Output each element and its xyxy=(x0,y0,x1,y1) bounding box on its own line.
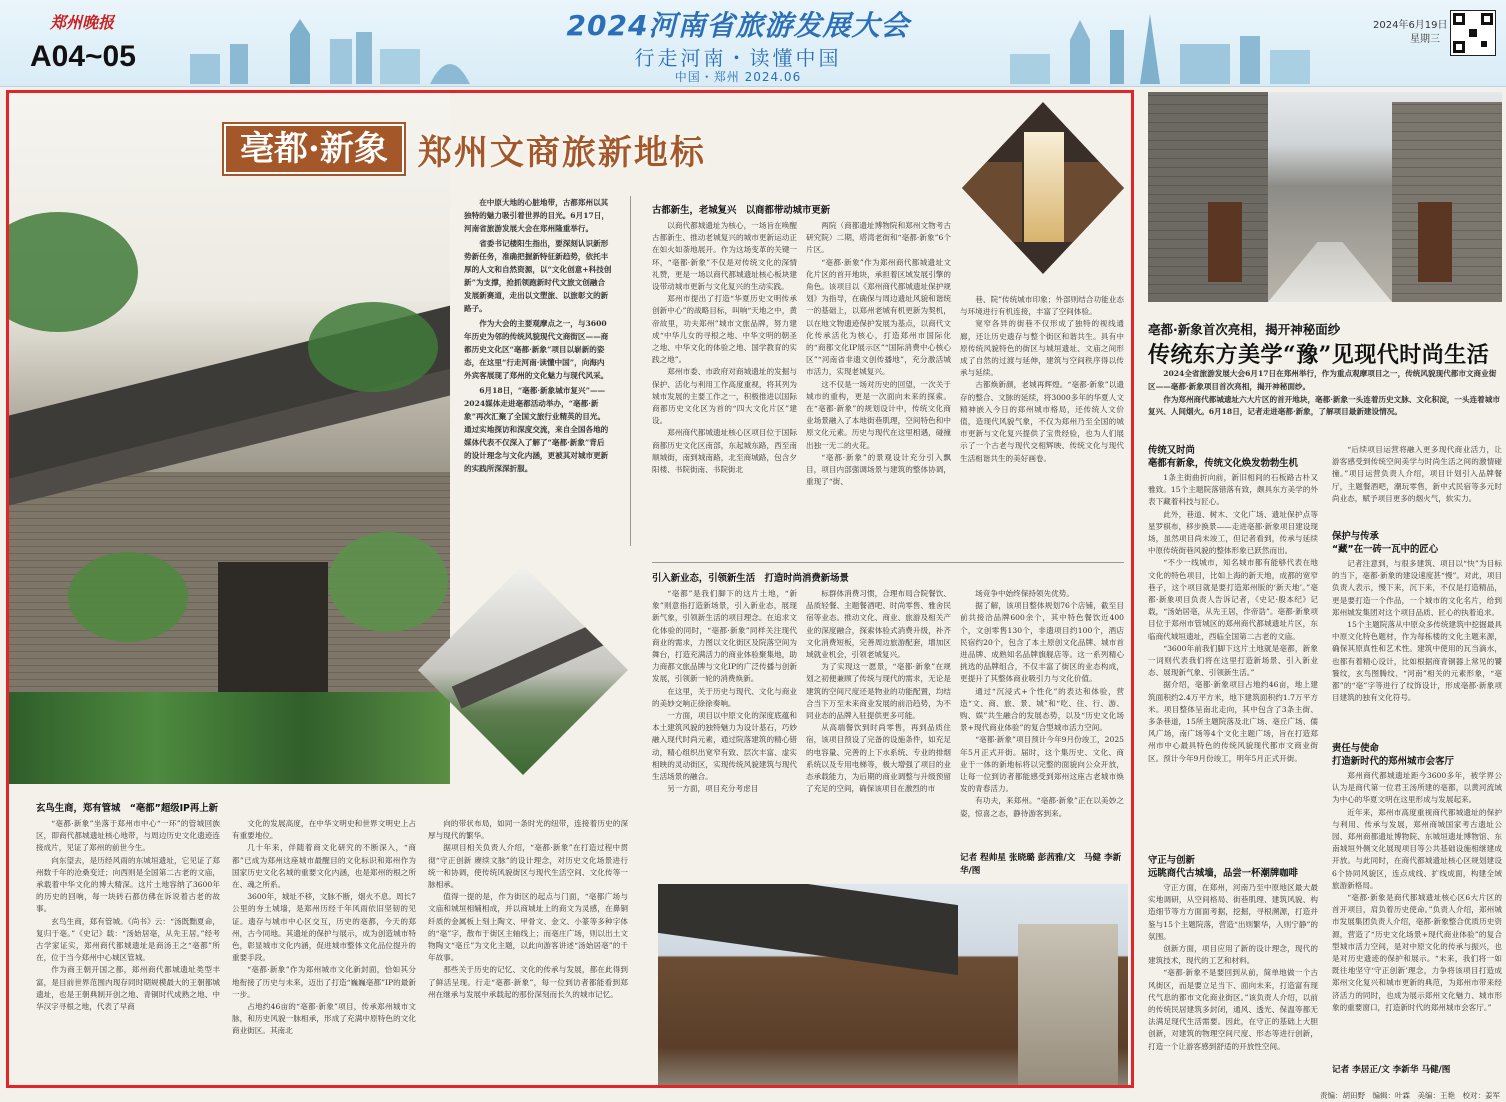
paragraph: 古都焕新颜，老城再辉煌。“亳都·新象”以遗存的整合、文脉的延续，将3000多年的华夏人文精神嵌入今日的郑州城市格局，还传统人文价值，造现代风貌气象，不仅为郑州乃至全国的城市更新与文化复兴提供了宝贵经验，也为人们展示了一个古老与现代交相辉映、传统文化与现代生活相谐共生的美好画卷。 xyxy=(960,380,1124,463)
banner-subtitle: 行走河南・读懂中国 xyxy=(634,46,842,70)
subhead-line: 远眺商代古城墙，品尝一杯潮牌咖啡 xyxy=(1148,868,1299,879)
section-heading-3: 玄鸟生商，郑有管城 “亳都”超级IP再上新 xyxy=(36,803,219,814)
paragraph: 玄鸟生商，郑有管城。《尚书》云：“汤既黜夏命，复归于亳。”《史记》载：“汤始居亳，从先王居。”经考古学家证实，郑州商代都城遗址是商汤王之“亳都”所在，位于当今郑州中心城区管城。 xyxy=(36,916,220,963)
paragraph: 据了解，该项目整体规划76个店铺，截至目前共接洽品牌600余个，其中特色餐饮近400个，文创零售130个，非遗项目约100个，酒店民宿约20个，包含了本土原创文化品牌、城市首进品牌、成熟知名品牌旗舰店等。这一系列精心挑选的品牌组合，不仅丰富了街区的业态构成，更提升了其整体商业吸引力与文化价值。 xyxy=(960,601,1124,684)
subhead-line: 打造新时代的郑州城市会客厅 xyxy=(1332,756,1454,767)
right-subhead-4 xyxy=(1332,742,1502,768)
paragraph: “亳都”是我们脚下的这片土地，“新象”则意指打造新场景，引入新业态，展现新气象，引领新生活的项目理念。在追求文化体验的同时，“亳都·新象”同样关注现代商业的需求，力图以文化街区及院落空间为舞台，打造充满活力的商业体验聚集地，助力商都文旅品牌与文化IP的广泛传播与创新发展，引领新一轮的消费焕新。 xyxy=(652,589,797,684)
paragraph: 几十年来，伴随着商文化研究的不断深入，“商都”已成为郑州这座城市最醒目的文化标识和郑州作为国家历史文化名城的重要文化内涵，也是郑州的根之所在、魂之所系。 xyxy=(232,843,416,890)
paragraph: 作为郑州商代都城遗址六大片区的首开地块，亳都·新象一头连着历史文脉、文化积淀，一头连着城市复兴、人间烟火。6月18日，记者走进亳都·新象，了解项目最新建设情况。 xyxy=(1148,394,1500,417)
paragraph: “亳都·新象不是要回到从前，简单地做一个古风街区，而是要立足当下、面向未来，打造富有现代气息的都市文化商业街区。”该负责人介绍，以前的传统民居建筑多封闭，通风、透光、保温等都无法满足现代生活需要。因此，在守正的基础上大胆创新，对建筑的物理空间尺度、形态等进行创新，打造一个让游客感到舒适的开放性空间。 xyxy=(1148,968,1318,1051)
paragraph: 向的带状布局，如同一条时光的纽带，连接着历史的深厚与现代的繁华。 xyxy=(428,819,628,841)
right-column-5 xyxy=(1332,770,1502,1062)
headline-tag: 亳都·新象 xyxy=(224,124,404,174)
right-column-1 xyxy=(1148,472,1318,822)
paragraph: 守正方面，在郑州，河南乃至中原地区最大最实地调研，从空间格局、街巷肌理、建筑风貌、构造细节等方方面面考据，挖掘，寻根溯源，打造并鉴与15个主题院落，营造“出则繁华，入则宁静”的氛围。 xyxy=(1148,883,1318,941)
lead-paragraph: 省委书记楼阳生指出，要深刻认识新形势新任务，准确把握新特征新趋势，依托丰厚的人文和自然资源，以“文化创意+科技创新”为支撑，抢抓领跑新时代文旅文创融合发展新赛道，走出以文塑旅、以旅彰文的新路子。 xyxy=(464,239,612,313)
paragraph: 那些关于历史的记忆、文化的传承与发展，都在此得到了鲜活呈现。行走“亳都·新象”，每一位到访者都能看到郑州在继承与发展中承载起的那份深刻而长久的城市记忆。 xyxy=(428,965,628,999)
lead-text xyxy=(464,196,612,477)
paragraph: 场竞争中始终保持领先优势。 xyxy=(975,589,1074,598)
paragraph: 这不仅是一场对历史的回望，一次关于城市的重构，更是一次面向未来的探索。在“亳都·新象”的规划设计中，传统文化商业场景融入了本地街巷肌理，空间特色和中原文化元素。历史与现代在这里相遇，碰撞出独一无二的火花。 xyxy=(806,379,951,450)
paragraph: 记者注意到，与很多建筑、项目以“快”为目标的当下，亳都·新象的建设速度甚“慢”。对此，项目负责人表示，慢下来，沉下来，不仅是打造精品，更是要打造一个作品，一个城市的文化名片，给到郑州城发集团对这个项目品质、匠心的执着追求。 xyxy=(1332,559,1502,617)
column-f xyxy=(960,588,1124,850)
paragraph: 此外，巷道、树木、文化广场、遗址保护点等星罗棋布，移步换景——走进亳都·新象项目建设现场，虽然项目尚未竣工，但记者看到，传承与延续中原传统街巷风貌的整体形象已跃然而出。 xyxy=(1148,509,1318,556)
paragraph: 向东望去，是历经风雨的东城垣遗址，它见证了郑州数千年的沧桑变迁；向西则是全国第二古老的文庙，承载着中华文化的博大精深。这片土地容纳了3600年的历史的回响，每一块砖石都仿佛在诉说着古老的故事。 xyxy=(36,855,220,914)
byline-right: 记者 李居正/文 李新华 马健/图 xyxy=(1332,1065,1451,1075)
paragraph: 2024全省旅游发展大会6月17日在郑州举行，作为重点观摩项目之一，传统风貌现代都市文商业街区——亳都·新象项目首次亮相，揭开神秘面纱。 xyxy=(1148,369,1497,391)
lead-paragraph: 6月18日，“亳都·新象城市复兴”——2024媒体走进亳都活动举办，“亳都·新象”再次汇聚了全国文旅行业精英的目光。通过实地探访和深度交流，来自全国各地的媒体代表不仅深入了解了“亳都·新象”背后的设计理念与文化内涵，更被其对城市更新的实践所深深折服。 xyxy=(464,386,609,473)
banner-title: 2024河南省旅游发展大会 xyxy=(566,9,910,42)
right-lead xyxy=(1148,368,1502,419)
right-subhead-3 xyxy=(1332,530,1502,556)
paragraph: 标群体消费习惯，合理布局合院餐饮、品质轻餐、主题餐酒吧、时尚零售、雅舍民宿等业态。推动文化、商业、旅游及相关产业的深度融合，探索体验式消费升级，补齐文化消费短板，完善周边旅游配套，增加区域就业机会，引领老城复兴。 xyxy=(806,589,951,660)
paragraph: 占地约46亩的“亳都·新象”项目，传承郑州城市文脉，和历史风貌一脉相承，形成了充满中原特色的文化商业街区。其南北 xyxy=(232,1002,416,1036)
byline-middle: 记者 程帅星 张晓璐 彭茜雅/文 马健 李新华/图 xyxy=(960,853,1122,876)
subhead-line: 责任与使命 xyxy=(1332,743,1379,754)
skyline-illustration-left xyxy=(180,14,490,84)
paragraph: 从高端餐饮到时尚零售，再到品质住宿，该项目预设了完备的设施条件，如充足的电容量、完善的上下水系统、专业的排烟系统以及专用电梯等，极大增强了项目的业态承载能力，为后期的商业调整与升级预留了充足的空间，确保该项目在激烈的市 xyxy=(806,723,951,794)
subhead-line: 传统又时尚 xyxy=(1148,445,1195,456)
right-column-3 xyxy=(1332,444,1502,526)
paragraph: 文化的发展高度，在中华文明史和世界文明史上占有重要地位。 xyxy=(232,819,416,841)
paragraph: 两院（商都遗址博物院和郑州文物考古研究院）二期，塔湾老街和“亳都·新象”6个片区。 xyxy=(806,221,951,255)
paragraph: 创新方面，项目应用了新的设计理念，现代的建筑技术，现代的工艺和材料。 xyxy=(1148,944,1318,966)
section-heading-1: 古都新生，老城复兴 以商都带动城市更新 xyxy=(652,205,831,216)
column-b xyxy=(806,220,951,550)
section-rule xyxy=(652,562,1124,563)
right-subhead-1 xyxy=(1148,444,1318,470)
paragraph: 郑州商代都城遗址距今3600多年，被学界公认为是商代第一位君王汤所建的亳都，以黄河流域为中心的华夏文明在这里形成与发展起来。 xyxy=(1332,771,1502,805)
headline-main: 郑州文商旅新地标 xyxy=(417,132,706,173)
column-bottom-3 xyxy=(428,818,628,1080)
paragraph: 通过“沉浸式+个性化”的表达和体验，营造“文、商、旅、景、城”和“吃、住、行、游、购、娱”共生融合的发展态势，以及“历史文化场景+现代商业体验”的复合型城市活力空间。 xyxy=(960,686,1124,733)
skyline-illustration-right xyxy=(1000,10,1320,84)
paragraph: “亳都·新象”作为郑州商代都城遗址文化片区的首开地块，承担着区域发展引擎的角色。该项目以《郑州商代都城遗址保护规划》为指导，在确保与周边遗址风貌和谐统一的基础上，以郑州老城有机更新为契机，以在地文物遗迹保护发展为基点，以商代文化传承活化为核心，打造郑州市国际化的“商都文化IP展示区”“国际消费中心核心区”“河南省非遗文创传播地”，充分激活城市活力，实现老城复兴。 xyxy=(806,257,951,377)
right-column-4 xyxy=(1332,558,1502,738)
paragraph: 1条主街曲折向前，新旧相间的石板路古朴又雅致。15个主题院落错落有致，颇具东方美学的外表下藏着科技与匠心。 xyxy=(1148,473,1318,507)
paragraph: 宽窄各异的街巷不仅形成了独特的视线通廊，还让历史遗存与整个街区和谐共生。具有中原传统风貌特色的街区与城垣遗址、文庙之间形成了自然的过渡与延伸，建筑与空间秩序得以传承与延续。 xyxy=(960,319,1124,378)
paragraph: “亳都·新象”作为郑州城市文化新封面，恰如其分地衔接了历史与未来，迈出了打造“巍巍亳都”IP的最新一步。 xyxy=(232,965,416,999)
paragraph: 15个主题院落从中原众多传统建筑中挖掘最具中原文化特色题材，作为每栋楼的文化主题来源，确保其原真性和艺术性。建筑中使用的瓦当滴水，也都有着精心设计，比如根据商青铜器上常见的饕餮纹，玄鸟图腾纹、“河南”相关的元素形象，“亳都”的“亳”字等进行了纹饰设计，形成亳都·新象项目建筑的独有文化符号。 xyxy=(1332,620,1502,703)
editor-credits: 责编：胡田野 编辑：叶霖 美编：王艳 校对：姜军 xyxy=(1320,1091,1500,1100)
paragraph: “亳都·新象是商代都城遗址核心区6大片区的首开项目，肩负着历史使命。”负责人介绍，郑州城市发展集团负责人介绍，亳都·新象整合优质历史资源，营造了“历史文化场景+现代商业体验”的复合型城市活力空间，是对中原文化的传承与振兴，也是对历史遗迹的保护和展示。“未来，我们将一如既往地坚守‘守正创新’理念，力争将该项目打造成郑州文化复兴和城市更新的典范，为郑州市带来经济活力的同时，也成为展示郑州文化魅力、城市形象的重要窗口，打造新时代的郑州城市会客厅。” xyxy=(1332,893,1502,1012)
issue-date: 2024年6月19日 xyxy=(1373,20,1448,31)
paragraph: 为了实现这一愿景，“亳都·新象”在规划之初便兼顾了传统与现代的需求，无论是建筑的空间尺度还是物业的功能配置，均结合当下万至未来商业发展的前沿趋势，为不同业态的品牌入驻提供更多可能。 xyxy=(806,662,951,721)
paragraph: 以商代都城遗址为核心，一场旨在唤醒古都新生、推动老城复兴的城市更新运动正在如火如荼地展开。作为这场变革的关键一环，“亳都·新象”不仅是对传统文化的深情礼赞，更是一场以商代都城遗址核心板块建设带动城市更新与文化复兴的生动实践。 xyxy=(652,221,797,292)
right-column-2 xyxy=(1148,882,1318,1080)
paragraph: 郑州市委、市政府对商城遗址的发掘与保护、活化与利用工作高度重视，将其列为城市发展的主要工作之一，积极推进以国际商都历史文化区为首的“四大文化片区”建设。 xyxy=(652,367,797,426)
column-d xyxy=(652,588,797,880)
paragraph: 在这里，关于历史与现代、文化与商业的美妙交响正徐徐奏响。 xyxy=(652,686,797,708)
lead-paragraph: 在中原大地的心脏地带，古都郑州以其独特的魅力吸引着世界的目光。6月17日，河南省旅游发展大会在郑州隆重举行。 xyxy=(464,198,609,233)
paragraph: 郑州市提出了打造“华夏历史文明传承创新中心”的战略目标，叫响“天地之中，黄帝故里，功夫郑州”城市文旅品牌，努力建成“中华儿女的寻根之地、中华文明的朝圣之地、中华文化的体验之地、国学教育的实践之地”。 xyxy=(652,294,797,365)
banner-location: 中国・郑州 2024.06 xyxy=(674,70,802,84)
paragraph: 一方面，项目以中原文化的深度底蕴和本土建筑风貌的独特魅力为设计基石，巧妙融入现代时尚元素，通过院落建筑的精心错动，精心组织出宽窄有致、层次丰富、虚实相映的灵动街区，实现传统风貌建筑与现代生活场景的融合。 xyxy=(652,711,797,782)
subhead-line: “藏”在一砖一瓦中的匠心 xyxy=(1332,544,1439,555)
paragraph: 郑州商代都城遗址核心区项目位于国际商都历史文化区南部，东起城东路，西至南顺城街，南到城南路，北至商城路，包含夕阳楼、书院街南、书院街北 xyxy=(652,428,797,475)
paragraph: 巷、院”传统城市印象；外部则结合功能业态与环境进行有机连接，丰富了空间体验。 xyxy=(960,295,1124,317)
right-title: 传统东方美学“豫”见现代时尚生活 xyxy=(1148,342,1490,368)
column-c xyxy=(960,294,1124,550)
paragraph: 据介绍，亳都·新象项目占地约46亩，地上建筑面积约2.4万平方米，地下建筑面积约1.7万平方米。项目整体呈南北走向，其中包含了3条主街、多条巷道，15所主题院落及北广场、亳丘广场、儒风广场，南广场等4个文化主题广场，旨在打造郑州市中心最具特色的传统风貌现代都市文商业街区。预计今年9月份竣工，明年5月正式开街。 xyxy=(1148,680,1318,763)
qr-code-icon[interactable] xyxy=(1450,10,1496,56)
subhead-line: 亳都有新象，传统文化焕发勃勃生机 xyxy=(1148,458,1299,469)
right-subhead-2 xyxy=(1148,854,1318,880)
paragraph: 据项目相关负责人介绍，“亳都·新象”在打造过程中贯彻“守正创新 赓续文脉”的设计理念，对历史文化场景进行统一和协调，使传统风貌街区与现代生活空间、文化传等一脉相承。 xyxy=(428,843,628,890)
headline xyxy=(224,126,706,172)
issue-weekday: 星期三 xyxy=(1410,34,1440,45)
section-heading-2: 引入新业态，引领新生活 打造时尚消费新场景 xyxy=(652,573,849,584)
paragraph: 3600年，城址不移，文脉不断，烟火不息。周长7公里的夯土城墙，是郑州历经千年风雨依旧坚韧的见证。遗存与城市中心区交互，历史的亳都，今天的郑州，古今同地。其遗址的保护与展示，成为创造城市特色，彰显城市文化内涵，促进城市整体文化品位提升的重要手段。 xyxy=(232,892,416,963)
paragraph: “3600年前我们脚下这片土地就是亳都，新象一词则代表我们将在这里打造新场景、引入新业态、展现新气象、引领新生活。” xyxy=(1148,643,1318,678)
paragraph: “亳都·新象”的景观设计充分引入飘目，项目内部强调场景与建筑的整体协调，重现了“街、 xyxy=(806,452,951,487)
paragraph: 另一方面，项目充分考虑目 xyxy=(667,784,759,794)
right-kicker: 亳都·新象首次亮相，揭开神秘面纱 xyxy=(1148,322,1341,337)
column-bottom-2 xyxy=(232,818,416,1080)
paragraph: 作为商王朝开国之都，郑州商代都城遗址类型丰富，是目前世界范围内现存同时期规模最大的王朝都城遗址，也是王朝典制开创之地、青铜时代成熟之地、中华汉字寻根之地，代表了早商 xyxy=(36,965,220,1012)
page-code: A04~05 xyxy=(30,40,136,73)
column-divider xyxy=(630,196,631,546)
paragraph: “亳都·新象”坐落于郑州市中心“一环”的管城回族区，即商代都城遗址核心地带，与周边历史文化遗迹连接成片，见证了郑州的前世今生。 xyxy=(36,819,220,853)
photo-alley-brick-buildings xyxy=(1148,92,1502,302)
paragraph: 有功夫，来郑州。“亳都·新象”正在以美妙之姿，惊喜之态，静待游客到来。 xyxy=(960,796,1124,818)
lead-paragraph: 作为大会的主要观摩点之一，与3600年历史为邻的传统风貌现代文商街区——商都历史文化区“亳都·新象”项目以崭新的姿态，在这里“行走河南·读懂中国”，向海内外宾客展现了郑州的文化魅力与现代风采。 xyxy=(464,319,609,380)
paper-logo: 郑州晚报 xyxy=(50,13,115,32)
paragraph: “不少一线城市，知名城市都有能够代表在地文化的特色项目，比如上海的新天地，成都的宽窄巷子，这个项目就是要打造郑州版的‘新天地’。”亳都·新象项目负责人告诉记者，《史记·殷本纪》记载，“汤始居亳，从先王居，作帝诰”。亳都·新象项目位于郑州市管城区的郑州商代都城遗址片区，东临商代城垣遗址，西临全国第二古老的文庙。 xyxy=(1148,558,1318,641)
column-bottom-1 xyxy=(36,818,220,1080)
column-a xyxy=(652,220,797,550)
paragraph: 近年来，郑州市高度重视商代都城遗址的保护与利用、传承与发展，郑州商城国家考古遗址公园、郑州商都遗址博物院、东城垣遗址博物馆、东南城垣外侧文化展现项目等公共基础设施相继建成开放。与此同时，在商代都城遗址核心区规划建设6个协同风貌区，连点成线、扩线成面，构建全域旅游新格局。 xyxy=(1332,807,1502,890)
masthead xyxy=(0,0,1506,87)
column-e xyxy=(806,588,951,880)
subhead-line: 保护与传承 xyxy=(1332,531,1379,542)
paragraph: “后续项目运营将融入更多现代商业活力，让游客感受到传统空间美学与时尚生活之间的激情碰撞。”项目运营负责人介绍，项目计划引入品牌餐厅，主题餐酒吧，潮玩零售，新中式民宿等多元时尚业态，赋予项目更多的烟火气，软实力。 xyxy=(1332,445,1502,503)
paragraph: 值得一提的是，作为街区的起点与门面，“亳都广场与文庙和城垣相辅相成，并以商城址上的商文为灵感，在鼻铜纤质的金属板上刻上陶文、甲骨文、金文、小篆等多种字体的“亳”字，散布于街区主轴线上；而亳庄广场，则以出土文物陶文“亳丘”为文化主题，以此向游客讲述“汤始居亳”的千年故事。 xyxy=(428,892,628,963)
paragraph: “亳都·新象”项目预计今年9月份竣工，2025年5月正式开街。届时，这个集历史、文化、商业于一体的新地标将以完整的面貌向公众开放，让每一位到访者都能感受到郑州这座古老城市焕发的青春活力。 xyxy=(960,735,1124,794)
subhead-line: 守正与创新 xyxy=(1148,855,1195,866)
